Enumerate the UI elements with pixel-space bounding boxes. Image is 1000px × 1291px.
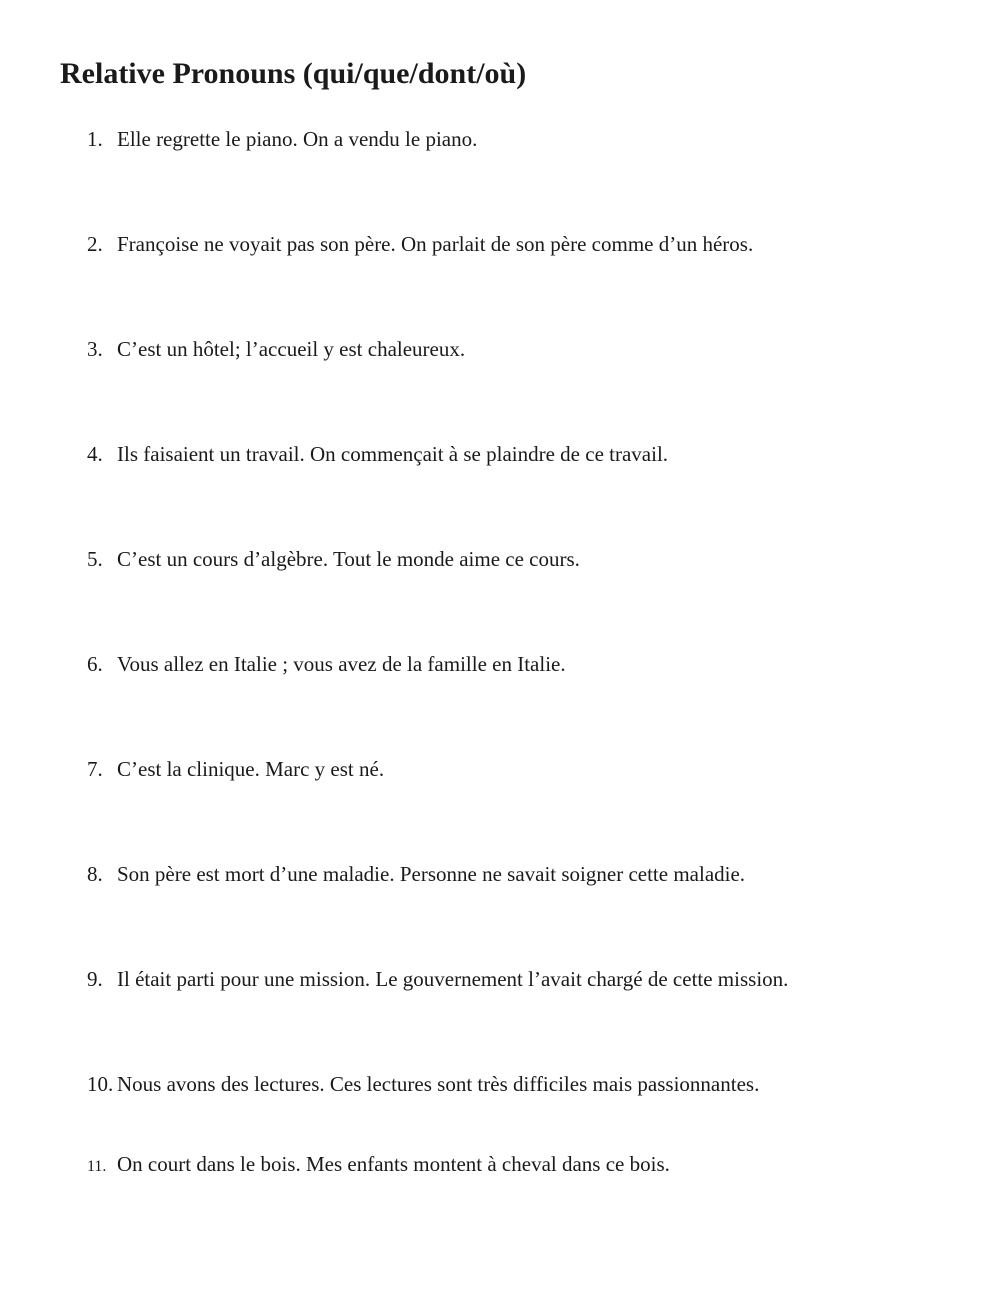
- item-number: 5.: [87, 547, 103, 571]
- item-text: C’est un hôtel; l’accueil y est chaleureux.: [117, 337, 466, 361]
- list-item: [87, 127, 477, 152]
- item-text: On court dans le bois. Mes enfants montent à cheval dans ce bois.: [117, 1152, 670, 1176]
- item-text: Son père est mort d’une maladie. Personne ne savait soigner cette maladie.: [117, 862, 746, 886]
- item-number: 7.: [87, 757, 103, 781]
- item-text: Nous avons des lectures. Ces lectures sont très difficiles mais passionnantes.: [117, 1072, 760, 1096]
- item-text: C’est la clinique. Marc y est né.: [117, 757, 385, 781]
- list-item: [87, 757, 384, 782]
- list-item: [87, 232, 753, 257]
- item-number: 4.: [87, 442, 103, 466]
- item-number: 10.: [87, 1072, 114, 1096]
- list-item: [87, 652, 566, 677]
- list-item: [87, 1072, 759, 1097]
- item-number: 1.: [87, 127, 103, 151]
- item-text: Françoise ne voyait pas son père. On parlait de son père comme d’un héros.: [117, 232, 754, 256]
- item-text: Ils faisaient un travail. On commençait à se plaindre de ce travail.: [117, 442, 669, 466]
- item-number: 8.: [87, 862, 103, 886]
- page-title: Relative Pronouns (qui/que/dont/où): [60, 57, 527, 90]
- item-number: 9.: [87, 967, 103, 991]
- item-number: 11.: [87, 1158, 107, 1175]
- item-text: C’est un cours d’algèbre. Tout le monde aime ce cours.: [117, 547, 580, 571]
- list-item: [87, 862, 745, 887]
- item-number: 2.: [87, 232, 103, 256]
- item-number: 3.: [87, 337, 103, 361]
- list-item: [87, 337, 465, 362]
- item-number: 6.: [87, 652, 103, 676]
- item-text: Il était parti pour une mission. Le gouvernement l’avait chargé de cette mission.: [117, 967, 789, 991]
- list-item: [87, 967, 788, 992]
- list-item: [87, 1152, 670, 1177]
- list-item: [87, 442, 668, 467]
- item-text: Vous allez en Italie ; vous avez de la famille en Italie.: [117, 652, 566, 676]
- list-item: [87, 547, 580, 572]
- item-text: Elle regrette le piano. On a vendu le piano.: [117, 127, 478, 151]
